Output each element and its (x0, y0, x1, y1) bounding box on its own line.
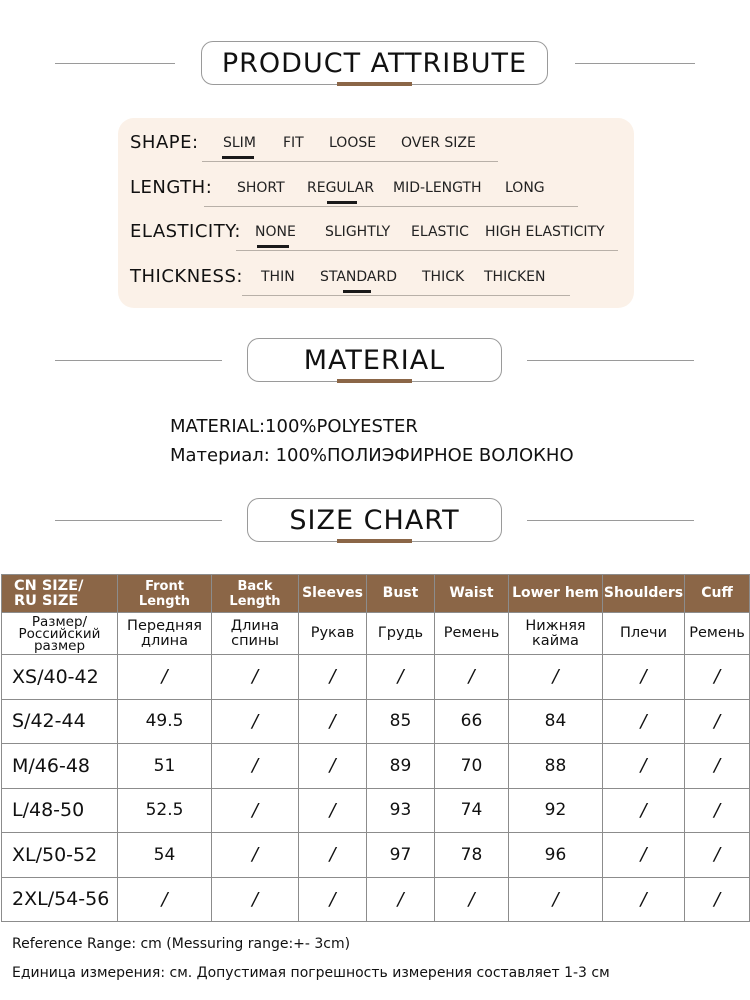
table-cell: / (212, 788, 299, 833)
column-header: Lower hem (509, 575, 603, 613)
selected-marker (327, 201, 357, 204)
table-cell: / (212, 655, 299, 700)
product-attribute-header (0, 41, 750, 87)
size-chart-title: SIZE CHART (247, 498, 502, 542)
table-row (2, 833, 750, 878)
table-cell: 66 (435, 699, 509, 744)
table-cell: 49.5 (118, 699, 212, 744)
column-header: Waist (435, 575, 509, 613)
header-rule-left (55, 520, 222, 521)
table-row (2, 655, 750, 700)
ru-column-header: Ремень (685, 613, 750, 655)
attribute-row-shape (118, 128, 634, 162)
ru-column-header: Рукав (299, 613, 367, 655)
table-cell: / (299, 877, 367, 922)
attribute-option-short: SHORT (237, 180, 285, 196)
attribute-option-regular: REGULAR (307, 180, 375, 196)
table-cell: 78 (435, 833, 509, 878)
table-cell: 85 (367, 699, 435, 744)
size-chart-table (1, 574, 750, 922)
column-header: Cuff (685, 575, 750, 613)
header-rule-left (55, 360, 222, 361)
title-underline (337, 539, 412, 543)
table-row (2, 877, 750, 922)
table-cell: / (685, 655, 750, 700)
material-line-en: MATERIAL:100%POLYESTER (170, 416, 418, 437)
table-cell: / (212, 877, 299, 922)
ru-size-header (2, 613, 118, 655)
column-header: Back Length (212, 575, 299, 613)
table-header-row (2, 575, 750, 613)
attribute-label: THICKNESS: (130, 266, 243, 287)
table-cell: / (299, 833, 367, 878)
table-cell: / (603, 699, 685, 744)
ru-column-header (118, 613, 212, 655)
table-cell: 96 (509, 833, 603, 878)
title-underline (337, 379, 412, 383)
attribute-option-standard: STANDARD (320, 269, 398, 285)
column-header: Sleeves (299, 575, 367, 613)
table-cell: 51 (118, 744, 212, 789)
table-row (2, 788, 750, 833)
row-line (202, 161, 498, 162)
table-cell: / (299, 744, 367, 789)
row-line (204, 206, 578, 207)
attribute-option-over-size: OVER SIZE (401, 135, 476, 151)
ru-line: спины (231, 632, 279, 649)
header-rule-left (55, 63, 175, 64)
ru-line: Нижняя (525, 617, 586, 634)
table-cell: / (435, 655, 509, 700)
selected-marker (257, 245, 289, 248)
size-label-cell: 2XL/54-56 (2, 877, 118, 922)
table-cell: 92 (509, 788, 603, 833)
material-title: MATERIAL (247, 338, 502, 382)
attribute-label: LENGTH: (130, 177, 213, 198)
selected-marker (222, 156, 254, 159)
attribute-option-none: NONE (255, 224, 296, 240)
table-cell: 54 (118, 833, 212, 878)
attribute-row-thickness (118, 262, 634, 296)
table-cell: / (212, 699, 299, 744)
attribute-option-loose: LOOSE (329, 135, 377, 151)
ru-line: Размер/ (31, 613, 88, 630)
table-cell: / (435, 877, 509, 922)
size-label-cell: L/48-50 (2, 788, 118, 833)
header-rule-right (575, 63, 695, 64)
ru-line: размер (33, 637, 86, 654)
table-cell: / (685, 833, 750, 878)
size-label-cell: XL/50-52 (2, 833, 118, 878)
table-cell: / (299, 655, 367, 700)
ru-column-header: Плечи (603, 613, 685, 655)
attribute-panel (118, 118, 634, 308)
attribute-option-slightly: SLIGHTLY (325, 224, 391, 240)
column-header: Bust (367, 575, 435, 613)
table-row (2, 699, 750, 744)
size-table-body (2, 655, 750, 922)
table-cell: / (685, 699, 750, 744)
table-cell: 93 (367, 788, 435, 833)
attribute-label: SHAPE: (130, 132, 199, 153)
ru-line: Российский (18, 625, 101, 642)
ru-line: длина (140, 632, 189, 649)
table-cell: / (509, 877, 603, 922)
table-cell: 74 (435, 788, 509, 833)
attribute-label: ELASTICITY: (130, 221, 241, 242)
material-line-ru: Материал: 100%ПОЛИЭФИРНОЕ ВОЛОКНО (170, 445, 574, 466)
ru-column-header (212, 613, 299, 655)
attribute-option-thin: THIN (261, 269, 295, 285)
table-cell: / (367, 655, 435, 700)
table-cell: / (212, 744, 299, 789)
product-attribute-title: PRODUCT ATTRIBUTE (201, 41, 548, 85)
ru-line: Длина (230, 617, 280, 634)
header-rule-right (527, 360, 694, 361)
table-cell: / (603, 877, 685, 922)
table-cell: 89 (367, 744, 435, 789)
size-label-cell: M/46-48 (2, 744, 118, 789)
size-chart-header (0, 498, 750, 544)
row-line (242, 295, 570, 296)
table-cell: / (299, 699, 367, 744)
table-cell: 52.5 (118, 788, 212, 833)
table-cell: / (603, 655, 685, 700)
table-cell: / (509, 655, 603, 700)
table-cell: 88 (509, 744, 603, 789)
table-cell: / (367, 877, 435, 922)
column-header: Front Length (118, 575, 212, 613)
attribute-option-thick: THICK (422, 269, 465, 285)
attribute-option-high-elasticity: HIGH ELASTICITY (485, 224, 605, 240)
table-cell: / (685, 744, 750, 789)
table-cell: / (212, 833, 299, 878)
attribute-row-length (118, 173, 634, 207)
material-header (0, 338, 750, 384)
attribute-option-thicken: THICKEN (484, 269, 546, 285)
table-cell: / (603, 744, 685, 789)
ru-column-header: Ремень (435, 613, 509, 655)
table-cell: / (603, 788, 685, 833)
header-line: CN SIZE/ (14, 577, 84, 594)
attribute-option-mid-length: MID-LENGTH (393, 180, 482, 196)
table-cell: / (603, 833, 685, 878)
header-line: RU SIZE (14, 592, 79, 609)
header-cn-ru-size (2, 575, 118, 613)
attribute-row-elasticity (118, 217, 634, 251)
table-cell: / (685, 877, 750, 922)
ru-line: кайма (532, 632, 579, 649)
table-cell: / (299, 788, 367, 833)
table-cell: 97 (367, 833, 435, 878)
size-label-cell: S/42-44 (2, 699, 118, 744)
ru-column-header: Грудь (367, 613, 435, 655)
attribute-option-slim: SLIM (223, 135, 256, 151)
selected-marker (343, 290, 371, 293)
table-row (2, 744, 750, 789)
table-ru-header-row (2, 613, 750, 655)
size-label-cell: XS/40-42 (2, 655, 118, 700)
reference-note-ru: Единица измерения: см. Допустимая погрешность измерения составляет 1-3 см (12, 965, 610, 981)
column-header: Shoulders (603, 575, 685, 613)
title-underline (337, 82, 412, 86)
table-cell: / (118, 877, 212, 922)
table-cell: / (118, 655, 212, 700)
table-cell: 70 (435, 744, 509, 789)
row-line (236, 250, 618, 251)
attribute-option-fit: FIT (283, 135, 304, 151)
reference-note-en: Reference Range: cm (Messuring range:+- 3cm) (12, 936, 351, 952)
ru-line: Передняя (127, 617, 202, 634)
table-cell: / (685, 788, 750, 833)
table-cell: 84 (509, 699, 603, 744)
attribute-option-long: LONG (505, 180, 545, 196)
attribute-option-elastic: ELASTIC (411, 224, 469, 240)
header-rule-right (527, 520, 694, 521)
ru-column-header (509, 613, 603, 655)
